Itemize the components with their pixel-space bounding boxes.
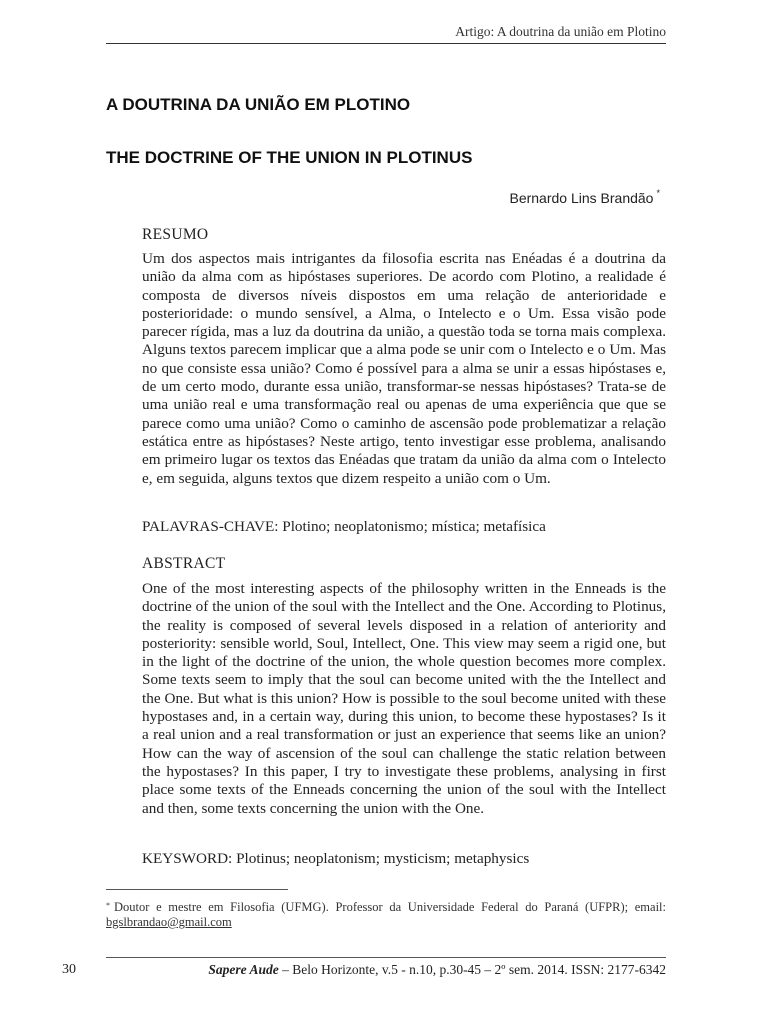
header-rule — [106, 43, 666, 44]
author-name: Bernardo Lins Brandão — [509, 190, 654, 206]
footnote-rule — [106, 889, 288, 890]
abstract-text: One of the most interesting aspects of the philosophy written in the Enneads is the doctrine of the union of the soul with the Intellect and the One. According to Plotinus, the reality is composed of several levels disposed in a relation of anteriority and posteriority: sensible world, Soul, Intellect, One. This view may seem a rigid one, but in the light of the doctrine of the union, the whole question becomes more complex. Some texts seem to imply that the soul can become united with the the Intellect and the One. But what is this union? How is possible to the soul become united with these hypostases and, in a certain way, during this union, to become these hypostases? Is it a real union and a real transformation or just an experience that seems like an union? How can the way of ascension of the soul can challenge the static relation between the hypostases? In this paper, I try to investigate these problems, analysing in first place some texts of the Enneads concerning the union of the soul with the Intellect and then, some texts concerning the union with the One. — [142, 580, 666, 817]
palavras-chave: PALAVRAS-CHAVE: Plotino; neoplatonismo; mística; metafísica — [142, 518, 546, 535]
footnote-email-link[interactable]: bgslbrandao@gmail.com — [106, 915, 232, 929]
title-english: THE DOCTRINE OF THE UNION IN PLOTINUS — [106, 148, 473, 167]
abstract-heading: ABSTRACT — [142, 555, 226, 572]
running-head: Artigo: A doutrina da união em Plotino — [455, 24, 666, 39]
author-line — [106, 190, 660, 206]
page-number: 30 — [62, 962, 76, 977]
resumo-text: Um dos aspectos mais intrigantes da filosofia escrita nas Enéadas é a doutrina da união da alma com as hipóstases superiores. De acordo com Plotino, a realidade é composta de diversos níveis dispostos em uma relação de anterioridade e posterioridade: o mundo sensível, a Alma, o Intelecto e o Um. Essa visão pode parecer rígida, mas a luz da doutrina da união, a questão toda se torna mais complexa. Alguns textos parecem implicar que a alma pode se unir com o Intelecto e o Um. Mas no que consiste essa união? Como é possível para a alma se unir a essas hipóstases e, de um certo modo, durante essa união, transformar-se nessas hipóstases? Trata-se de uma união real e uma transformação real ou apenas de uma experiência que que se parece como uma união? Como o caminho de ascensão pode problematizar a relação estática entre as hipóstases? Neste artigo, tento investigar esse problema, analisando em primeiro lugar os textos das Enéadas que tratam da união da alma com o Intelecto e, em seguida, alguns textos que dizem respeito a união com o Um. — [142, 250, 666, 487]
citation-details: – Belo Horizonte, v.5 - n.10, p.30-45 – 2º sem. 2014. ISSN: 2177-6342 — [278, 962, 666, 977]
footnote-marker: * — [106, 901, 110, 910]
footnote — [106, 900, 666, 930]
footer-rule — [106, 957, 666, 958]
journal-name: Sapere Aude — [208, 962, 279, 977]
keywords-english: KEYSWORD: Plotinus; neoplatonism; mysticism; metaphysics — [142, 850, 530, 867]
journal-citation — [106, 962, 666, 978]
resumo-heading: RESUMO — [142, 226, 209, 243]
author-footnote-marker[interactable]: * — [656, 188, 660, 198]
title-portuguese: A DOUTRINA DA UNIÃO EM PLOTINO — [106, 95, 411, 114]
footnote-text: Doutor e mestre em Filosofia (UFMG). Professor da Universidade Federal do Paraná (UFPR); email: — [114, 900, 666, 914]
